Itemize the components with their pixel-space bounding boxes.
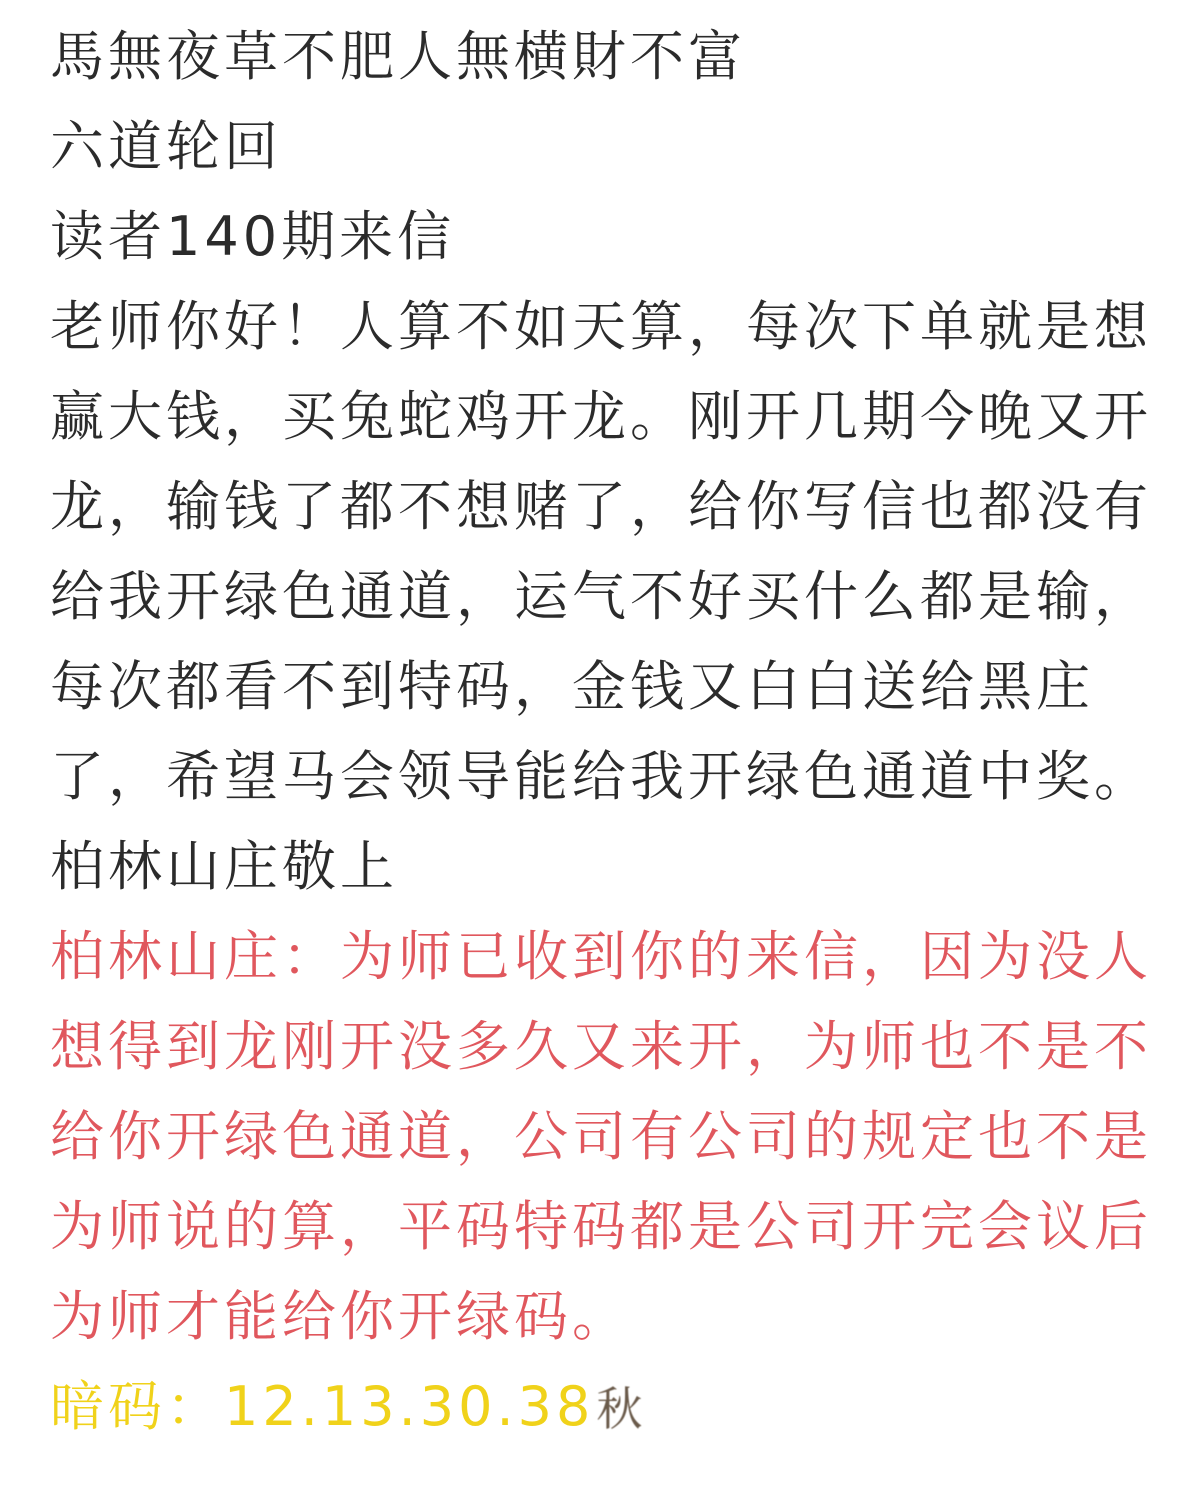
reply-line: 柏林山庄：为师已收到你的来信，因为没人: [50, 925, 1152, 988]
code-label: 暗码：: [50, 1375, 224, 1438]
document-body: [50, 12, 1160, 1452]
letter-line: 给我开绿色通道，运气不好买什么都是输，: [50, 565, 1152, 628]
letter-line: 龙，输钱了都不想赌了，给你写信也都没有: [50, 475, 1152, 538]
code-numbers: 12.13.30.38: [224, 1375, 595, 1438]
subtitle-line: 六道轮回: [50, 115, 282, 178]
reply-line: 想得到龙刚开没多久又来开，为师也不是不: [50, 1015, 1152, 1078]
reply-line: 给你开绿色通道，公司有公司的规定也不是: [50, 1105, 1152, 1168]
reply-line: 为师说的算，平码特码都是公司开完会议后: [50, 1195, 1152, 1258]
title-line: 馬無夜草不肥人無横財不富: [50, 25, 746, 88]
letter-line: 老师你好！人算不如天算，每次下单就是想: [50, 295, 1152, 358]
code-line: [50, 1362, 1160, 1452]
letter-line: 了，希望马会领导能给我开绿色通道中奖。: [50, 745, 1152, 808]
letter-line: 每次都看不到特码，金钱又白白送给黑庄: [50, 655, 1094, 718]
issue-line: 读者140期来信: [50, 205, 456, 268]
reply-line: 为师才能给你开绿码。: [50, 1285, 630, 1348]
letter-line: 赢大钱，买兔蛇鸡开龙。刚开几期今晚又开: [50, 385, 1152, 448]
letter-signature: 柏林山庄敬上: [50, 835, 398, 898]
code-tail: 秋: [596, 1382, 643, 1436]
